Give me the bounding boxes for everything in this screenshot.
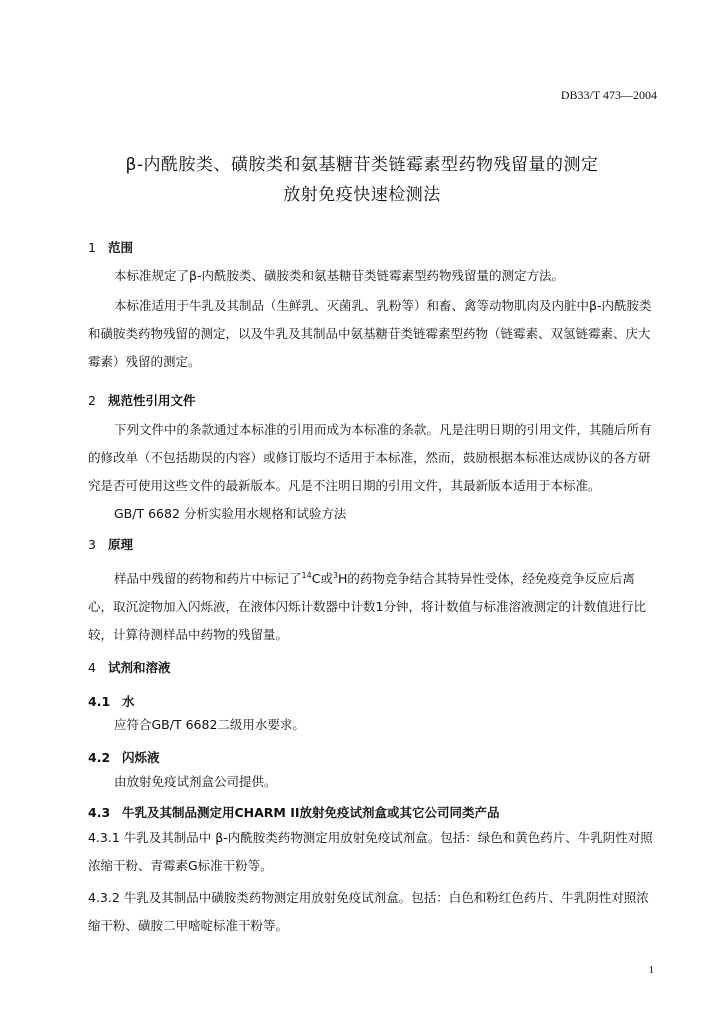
normative-reference: GB/T 6682 分析实验用水规格和试验方法: [114, 506, 347, 521]
section-title: 原理: [108, 537, 134, 552]
section-4-2-text: 由放射免疫试剂盒公司提供。: [114, 774, 277, 789]
section-number: 4: [88, 660, 96, 675]
document-title-line2: 放射免疫快速检测法: [283, 185, 441, 205]
section-2-heading: [88, 391, 196, 409]
section-3-heading: [88, 535, 133, 553]
section-title: 水: [122, 694, 135, 709]
section-title: 试剂和溶液: [108, 660, 171, 675]
section-4-2-heading: [88, 748, 160, 766]
document-title-line1: β-内酰胺类、磺胺类和氨基糖苷类链霉素型药物残留量的测定: [125, 155, 599, 175]
section-number: 2: [88, 393, 96, 408]
section-2-paragraph: 下列文件中的条款通过本标准的引用而成为本标准的条款。凡是注明日期的引用文件，其随后所有的修改单（不包括勘误的内容）或修订版均不适用于本标准，然而，鼓励根据本标准达成协议的各方研究是否可使用这些文件的最新版本。凡是不注明日期的引用文件，其最新版本适用于本标准。: [88, 422, 652, 493]
section-4-1-heading: [88, 692, 135, 710]
section-title: 范围: [108, 240, 134, 255]
section-title: 闪烁液: [122, 750, 160, 765]
section-title: 牛乳及其制品测定用CHARM II放射免疫试剂盒或其它公司同类产品: [122, 805, 500, 820]
section-number: 4.3: [88, 805, 111, 820]
section-4-3-heading: [88, 803, 500, 821]
page-number: 1: [648, 964, 654, 976]
section-4-1-text: 应符合GB/T 6682二级用水要求。: [114, 717, 305, 732]
section-4-3-2-text: 4.3.2 牛乳及其制品中磺胺类药物测定用放射免疫试剂盒。包括：白色和粉红色药片、牛乳阴性对照浓缩干粉、磺胺二甲嘧啶标准干粉等。: [88, 890, 649, 933]
section-4-3-1-text: 4.3.1 牛乳及其制品中 β-内酰胺类药物测定用放射免疫试剂盒。包括：绿色和黄色药片、牛乳阴性对照浓缩干粉、青霉素G标准干粉等。: [88, 830, 653, 873]
section-number: 4.1: [88, 694, 111, 709]
section-3-paragraph: 样品中残留的药物和药片中标记了$^{14}$C或$^3$H的药物竞争结合其特异性受体，经免疫竞争反应后离心，取沉淀物加入闪烁液，在液体闪烁计数器中计数1分钟，将计数值与标准溶液测定的计数值进行比较，计算待测样品中药物的残留量。: [88, 571, 646, 643]
document-code: DB33/T 473—2004: [560, 88, 657, 102]
section-1-paragraph-2: 本标准适用于牛乳及其制品（生鲜乳、灭菌乳、乳粉等）和畜、禽等动物肌肉及内脏中β-内酰胺类和磺胺类药物残留的测定，以及牛乳及其制品中氨基糖苷类链霉素型药物（链霉素、双氢链霉素、庆大霉素）残留的测定。: [88, 298, 652, 369]
section-number: 1: [88, 240, 96, 255]
section-title: 规范性引用文件: [108, 393, 196, 408]
section-number: 4.2: [88, 750, 111, 765]
section-1-paragraph-1: 本标准规定了β-内酰胺类、磺胺类和氨基糖苷类链霉素型药物残留量的测定方法。: [114, 268, 564, 283]
section-1-heading: [88, 238, 133, 256]
section-4-heading: [88, 658, 171, 676]
section-number: 3: [88, 537, 96, 552]
